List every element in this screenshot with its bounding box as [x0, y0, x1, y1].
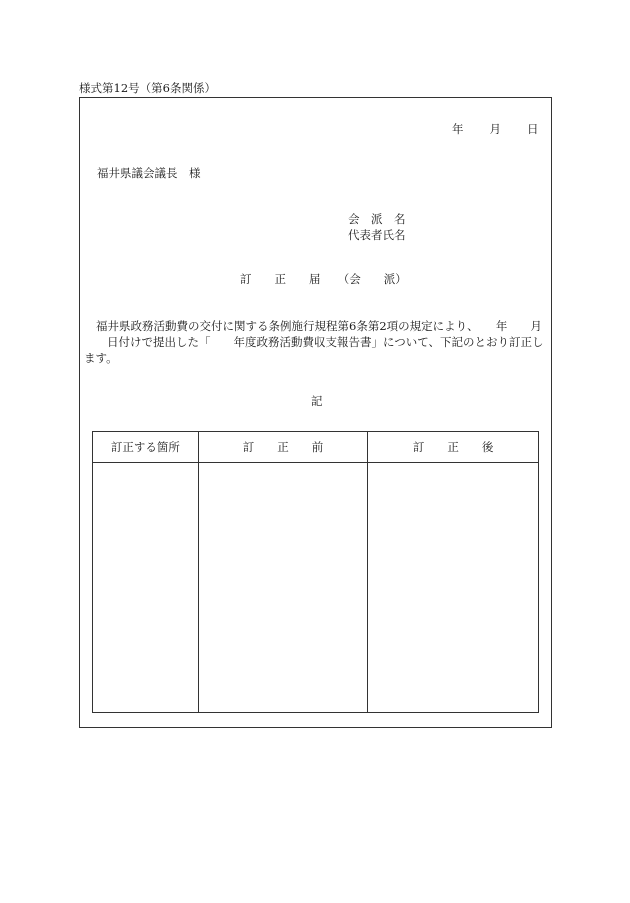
- correction-table: [92, 431, 539, 713]
- date-year-label: 年: [452, 122, 464, 136]
- date-day-label: 日: [527, 122, 539, 136]
- header-before: 訂 正 前: [198, 432, 368, 463]
- table-header-row: [93, 432, 539, 463]
- cell-before[interactable]: [198, 463, 368, 713]
- document-title: 訂 正 届 （会 派）: [240, 272, 407, 286]
- table-row: [93, 463, 539, 713]
- cell-location[interactable]: [93, 463, 199, 713]
- header-location: 訂正する箇所: [93, 432, 199, 463]
- date-line: [452, 122, 539, 136]
- addressee: 福井県議会議長 様: [97, 166, 201, 180]
- body-line-2: 日付けで提出した「 年度政務活動費収支報告書」について、下記のとおり訂正し: [84, 335, 544, 349]
- body-line-3: ます。: [84, 351, 118, 365]
- representative-name-label: 代表者氏名: [348, 228, 406, 242]
- cell-after[interactable]: [368, 463, 539, 713]
- faction-name-label: 会 派 名: [348, 212, 406, 226]
- ki-heading: 記: [311, 394, 323, 408]
- header-after: 訂 正 後: [368, 432, 539, 463]
- date-month-label: 月: [489, 122, 501, 136]
- body-paragraph: [84, 318, 552, 366]
- form-number-label: 様式第12号（第6条関係）: [79, 81, 216, 95]
- body-line-1: 福井県政務活動費の交付に関する条例施行規程第6条第2項の規定により、 年 月: [96, 319, 542, 333]
